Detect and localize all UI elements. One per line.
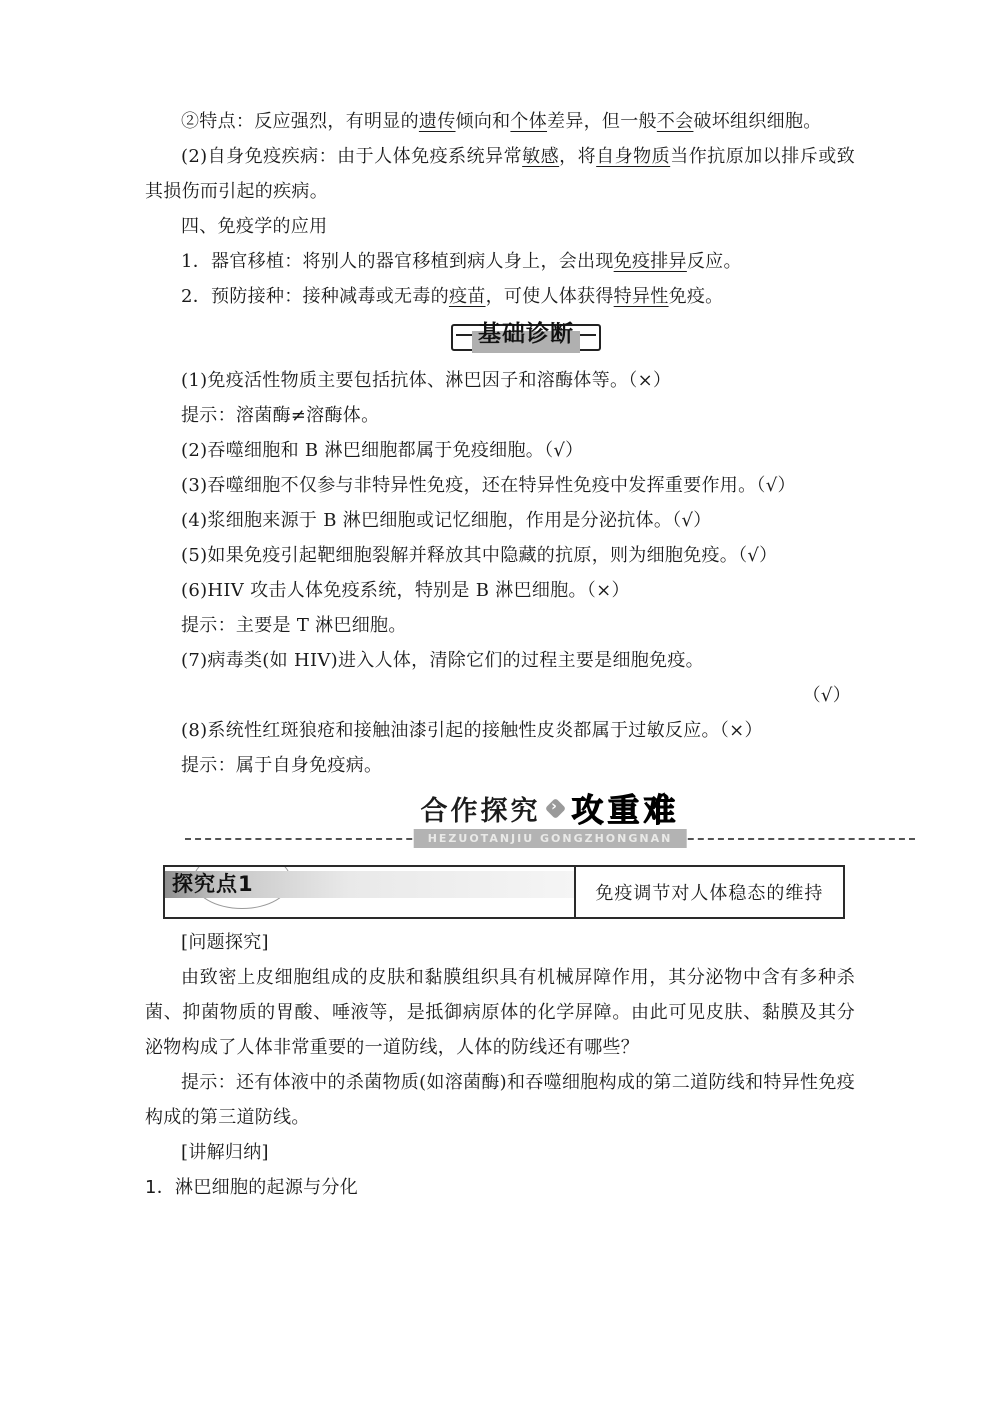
explore-header-titles [195,787,905,829]
check-item-3: (3)吞噬细胞不仅参与非特异性免疫，还在特异性免疫中发挥重要作用。（√） [181,475,796,496]
basic-check-banner [451,315,601,362]
hint-line: 提示：属于自身免疫病。 [181,755,383,776]
check-item-5: (5)如果免疫引起靶细胞裂解并释放其中隐藏的抗原，则为细胞免疫。（√） [181,545,778,566]
chevron-glyph: › [551,797,558,814]
explain-tag: [讲解归纳] [181,1142,269,1163]
explore-point-box [163,865,845,919]
page-content [145,104,855,1205]
hint-line: 提示：主要是 T 淋巴细胞。 [181,615,407,636]
explore-body-section [145,925,855,1205]
question-explore-tag: [问题探究] [181,932,269,953]
chevron-diamond-icon [545,797,566,818]
explore-header [145,787,855,857]
point-gradient-bar [165,871,574,898]
feature-line: ②特点：反应强烈，有明显的遗传倾向和个体差异，但一般不会破坏组织细胞。 [181,111,822,132]
pinyin-bar: HEZUOTANJIU GONGZHONGNAN [414,829,687,848]
organ-transplant-line: 1．器官移植：将别人的器官移植到病人身上，会出现免疫排异反应。 [181,251,742,272]
lymphocyte-heading: 1．淋巴细胞的起源与分化 [145,1177,359,1198]
vaccination-line: 2．预防接种：接种减毒或无毒的疫苗，可使人体获得特异性免疫。 [181,286,724,307]
banner-title: 基础诊断 [478,321,574,347]
basic-check-section [145,363,855,783]
check-answer-7: （√） [802,685,851,706]
explore-title-left: 合作探究 [420,795,541,827]
explore-header-subline [145,829,855,851]
intro-section [145,104,855,314]
question-hint: 提示：还有体液中的杀菌物质(如溶菌酶)和吞噬细胞构成的第二道防线和特异性免疫构成的第三道防线。 [145,1072,855,1128]
point-title: 免疫调节对人体稳态的维持 [574,867,843,917]
section4-heading: 四、免疫学的应用 [181,216,328,237]
check-item-8: (8)系统性红斑狼疮和接触油漆引起的接触性皮炎都属于过敏反应。（×） [181,720,763,741]
check-item-2: (2)吞噬细胞和 B 淋巴细胞都属于免疫细胞。（√） [181,440,584,461]
check-item-7: (7)病毒类(如 HIV)进入人体，清除它们的过程主要是细胞免疫。 [181,650,704,671]
check-item-6: (6)HIV 攻击人体免疫系统，特别是 B 淋巴细胞。（×） [181,580,630,601]
point-label-cell [165,867,574,917]
explore-title-right: 攻重难 [571,791,680,829]
check-item-4: (4)浆细胞来源于 B 淋巴细胞或记忆细胞，作用是分泌抗体。（√） [181,510,712,531]
autoimmune-line: (2)自身免疫疾病：由于人体免疫系统异常敏感，将自身物质当作抗原加以排斥或致其损伤而引起的疾病。 [145,146,856,202]
hint-line: 提示：溶菌酶≠溶酶体。 [181,405,380,426]
check-item-1: (1)免疫活性物质主要包括抗体、淋巴因子和溶酶体等。（×） [181,370,672,391]
point-label: 探究点1 [172,872,254,896]
question-paragraph: 由致密上皮细胞组成的皮肤和黏膜组织具有机械屏障作用，其分泌物中含有多种杀菌、抑菌物质的胃酸、唾液等，是抵御病原体的化学屏障。由此可见皮肤、黏膜及其分泌物构成了人体非常重要的一道防线，人体的防线还有哪些？ [145,967,855,1058]
